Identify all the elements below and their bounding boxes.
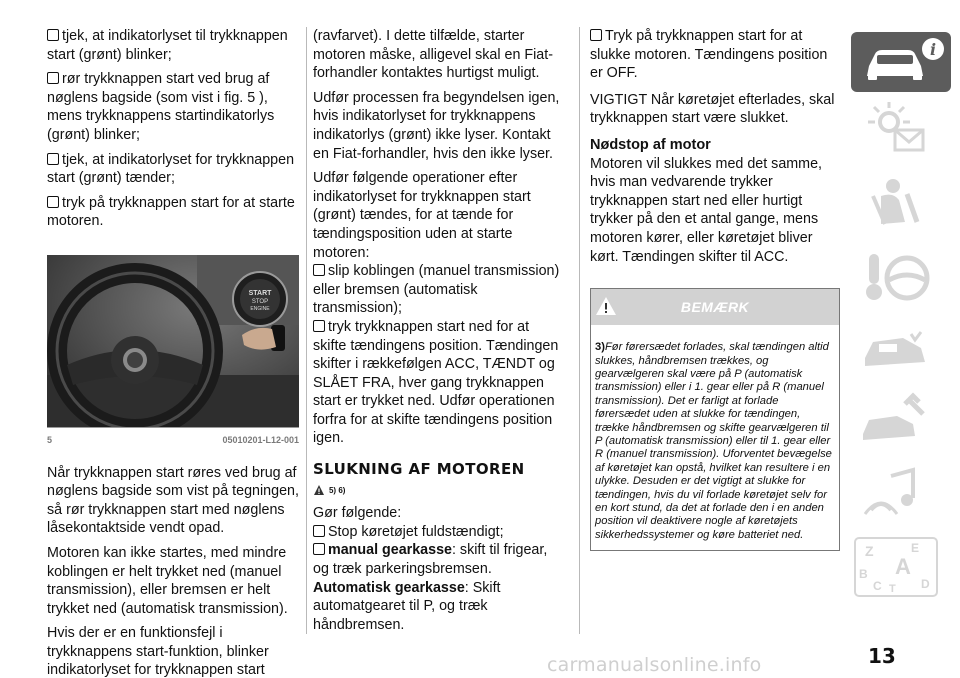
svg-text:E: E xyxy=(911,541,920,555)
car-crash-icon xyxy=(851,318,951,386)
paragraph: Motoren vil slukkes med det samme, hvis man vedvarende trykker trykknappen start ned eller hurtigt trykker på den et antal gange, mens motoren kører, eller køretøjet bliver kørt. Tændingen skifter til ACC. xyxy=(590,155,823,265)
airbag-seat-icon xyxy=(851,174,951,242)
note-body xyxy=(591,325,839,550)
warning-triangle-icon xyxy=(595,295,617,317)
reference-numbers: 5) 6) xyxy=(328,485,346,495)
chapter-tab-knowing-car[interactable] xyxy=(851,32,951,92)
chapter-tab-instruments[interactable] xyxy=(851,102,951,170)
column-middle xyxy=(313,27,565,634)
column-separator xyxy=(579,27,580,634)
list-item: rør trykknappen start ved brug af nøglens bagside (som vist i fig. 5 ), mens trykknappens startindikatorlys (grønt) blinker; xyxy=(47,71,275,143)
note-text: Før førersædet forlades, skal tændingen altid slukkes, håndbremsen trækkes, og gearvælgeren skal være på P (automatisk transmission) eller i 1. gear eller på R (manuel transmission). Det er farligt at forlade førersædet uden at slukke for tændingen, trække håndbremsen og skifte gearvælgeren til P (automatisk transmission) eller til 1. gear eller R (manuel transmission). Uforventet bevægelse af køretøjet kan opstå, hvilket kan resultere i en ulykke. Desuden er det vigtigt at slukke for tændingen, hvis du vil forlade køretøjet selv for en kort stund, da det at forlade den i en anden position vil deaktivere nogle af køretøjets sikkerhedssystemer og køre batteriet ned. xyxy=(595,341,832,541)
svg-text:B: B xyxy=(859,567,868,581)
chapter-tab-safety[interactable] xyxy=(851,174,951,242)
list-item: tryk på trykknappen start for at starte motoren. xyxy=(47,194,295,230)
warning-triangle-icon xyxy=(313,484,325,496)
svg-text:T: T xyxy=(889,583,896,595)
list-item: tjek, at indikatorlyset for trykknappen start (grønt) tænder; xyxy=(47,151,295,187)
paragraph: Udfør processen fra begyndelsen igen, hvis indikatorlyset for trykknappens indikatorlys (grønt) ikke lyser. Kontakt en Fiat-forhandler, hvis den ikke lyser. xyxy=(313,89,560,162)
section-heading: Nødstop af motor xyxy=(590,136,711,153)
figure-steering-wheel-photo xyxy=(47,255,299,427)
index-letters-icon xyxy=(851,534,951,602)
page-number: 13 xyxy=(868,644,896,668)
column-separator xyxy=(306,27,307,634)
checkbox-bullet-icon xyxy=(47,29,59,41)
note-box xyxy=(590,288,840,551)
checkbox-bullet-icon xyxy=(313,525,325,537)
column-left xyxy=(47,27,299,678)
checkbox-bullet-icon xyxy=(313,320,325,332)
svg-text:STOP: STOP xyxy=(251,298,269,305)
note-header xyxy=(591,289,839,325)
chapter-sidebar xyxy=(851,32,951,606)
important-notice: VIGTIGT Når køretøjet efterlades, skal trykknappen start være slukket. xyxy=(590,91,835,127)
column-right xyxy=(590,27,840,551)
list-item: tryk trykknappen start ned for at skifte tændingens position. Tændingen skifter i rækkefølgen ACC, TÆNDT og SLÅET FRA, hver gang trykknappen start er trykket ned. Udfør operationen forfra for at skifte tændingens position igen. xyxy=(313,318,559,447)
svg-text:ENGINE: ENGINE xyxy=(250,305,270,312)
figure-number: 5 xyxy=(47,434,53,445)
list-item: slip koblingen (manuel transmission) eller bremsen (automatisk transmission); xyxy=(313,263,560,317)
chapter-tab-maintenance[interactable] xyxy=(851,390,951,458)
paragraph: Hvis der er en funktionsfejl i trykknappens start-funktion, blinker indikatorlyset for trykknappen start xyxy=(47,625,269,678)
checkbox-bullet-icon xyxy=(313,264,325,276)
svg-text:D: D xyxy=(921,577,930,591)
list-item: Tryk på trykknappen start for at slukke motoren. Tændingens position er OFF. xyxy=(590,28,828,82)
paragraph: Når trykknappen start røres ved brug af nøglens bagside som vist på tegningen, så rør trykknappen start med nøglens låsekontaktside vendt opad. xyxy=(47,464,299,537)
checkbox-bullet-icon xyxy=(590,29,602,41)
list-item: manual gearkasse: skift til frigear, og træk parkeringsbremsen. xyxy=(313,542,548,578)
svg-text:START: START xyxy=(248,289,272,297)
key-steering-icon xyxy=(851,246,951,314)
checkbox-bullet-icon xyxy=(47,72,59,84)
checkbox-bullet-icon xyxy=(313,543,325,555)
svg-text:Z: Z xyxy=(865,543,874,559)
chapter-tab-index[interactable] xyxy=(851,534,951,602)
checkbox-bullet-icon xyxy=(47,153,59,165)
paragraph: (ravfarvet). I dette tilfælde, starter motoren måske, alligevel skal en Fiat-forhandler kontaktes hurtigst muligt. xyxy=(313,28,553,82)
list-item: tjek, at indikatorlyset til trykknappen start (grønt) blinker; xyxy=(47,28,288,63)
figure-code: 05010201-L12-001 xyxy=(222,434,299,445)
paragraph: Udfør følgende operationer efter indikatorlyset for trykknappen start (grønt) tændes, for at tænde for tændingsposition uden at starte motoren: xyxy=(313,170,531,261)
watermark: carmanualsonline.info xyxy=(547,654,762,676)
svg-text:A: A xyxy=(895,554,911,579)
svg-text:i: i xyxy=(929,40,937,59)
section-heading: SLUKNING AF MOTOREN xyxy=(313,460,525,479)
lights-warning-icon xyxy=(851,102,951,170)
chapter-tab-multimedia[interactable] xyxy=(851,462,951,530)
note-number: 3) xyxy=(595,341,605,354)
note-title: BEMÆRK xyxy=(680,298,750,315)
paragraph: Motoren kan ikke startes, med mindre koblingen er helt trykket ned (manuel transmission), eller bremsen er helt trykket ned (automatisk transmission). xyxy=(47,544,288,617)
steering-wheel-illustration xyxy=(47,255,299,427)
svg-text:C: C xyxy=(873,579,882,593)
checkbox-bullet-icon xyxy=(47,196,59,208)
chapter-tab-emergency[interactable] xyxy=(851,318,951,386)
warning-references xyxy=(313,481,565,501)
figure-caption xyxy=(47,427,299,450)
car-wrench-icon xyxy=(851,390,951,458)
multimedia-icon xyxy=(851,462,951,530)
paragraph: Automatisk gearkasse: Skift automatgearet til P, og træk håndbremsen. xyxy=(313,579,501,633)
paragraph: Gør følgende: xyxy=(313,505,402,522)
list-item: Stop køretøjet fuldstændigt; xyxy=(313,523,565,542)
car-info-icon xyxy=(851,32,951,92)
chapter-tab-starting-driving[interactable] xyxy=(851,246,951,314)
